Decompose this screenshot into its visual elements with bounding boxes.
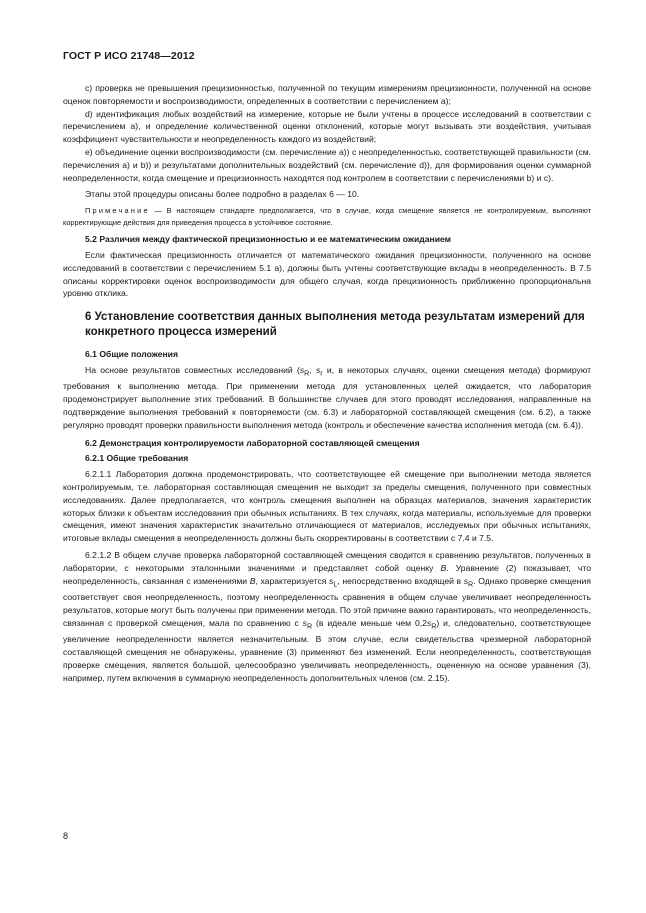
document-header: ГОСТ Р ИСО 21748—2012 <box>63 50 195 62</box>
note-paragraph <box>63 205 591 228</box>
note-label: Примечание <box>85 206 150 216</box>
note-text: — В настоящем стандарте предполагается, что в случае, когда смещение является не контролируемым, выполняют корректирующие действия для приведения процесса в устойчивое состояние. <box>63 206 591 227</box>
document-body <box>63 82 591 684</box>
paragraph-item-e: e) объединение оценки воспроизводимости (см. перечисление а)) с неопределенностью, соответствующей правильности (см. перечисления а) и b)) и результатами дополнительных воздействий (см. перечисление d)), для формирования оценки суммарной неопределенности, когда смещение и прецизионность находятся под контролем в соответствии с перечислениями b) и с). <box>63 146 591 183</box>
paragraph-item-d: d) идентификация любых воздействий на измерение, которые не были учтены в процессе исследований в соответствии с перечислением а), и определение количественной оценки отклонений, которые могут вызывать эти воздействия, учитывая коэффициент чувствительности и неопределенность каждого из воздействий; <box>63 108 591 145</box>
page-number: 8 <box>63 831 69 841</box>
paragraph-stages: Этапы этой процедуры описаны более подробно в разделах 6 — 10. <box>85 189 360 200</box>
section-6-2-1-title: 6.2.1 Общие требования <box>85 453 189 464</box>
section-5-2-text: Если фактическая прецизионность отличается от математического ожидания прецизионности, полученного на основе исследований в соответствии с перечислением 5.1 а), должны быть учтены соответствующие вклады в неопределенность. В 7.5 описаны корректировки оценок воспроизводимости для общего случая, когда прецизионность приближенно пропорциональна уровню отклика. <box>63 249 591 299</box>
paragraph-6-2-1-1: 6.2.1.1 Лаборатория должна продемонстрировать, что соответствующее ей смещение при выполнении метода является контролируемым, т.е. лабораторная составляющая смещения не выходит за пределы смещения, полученного при совместных исследованиях. Далее предполагается, что контроль смещения выполнен на образцах материалов, значения характеристик которых близки к объектам исследования при обычных испытаниях. В тех случаях, когда материалы, используемые для проверки смещения, имеют значения характеристик значительно отличающиеся от материалов, исследуемых при обычных испытаниях, итоговые вклады смещения в неопределенность должны быть скорректированы в соответствии с 7.4 и 7.5. <box>63 469 591 544</box>
paragraph-item-c: c) проверка не превышения прецизионностью, полученной по текущим измерениям прецизионности, полученной на основе оценок повторяемости и воспроизводимости, определенных в соответствии с перечислением а); <box>63 83 591 106</box>
section-6-1-title: 6.1 Общие положения <box>85 349 178 360</box>
section-6-2-title: 6.2 Демонстрация контролируемости лабораторной составляющей смещения <box>85 437 420 448</box>
section-5-2-title: 5.2 Различия между фактической прецизионностью и ее математическим ожиданием <box>85 234 452 245</box>
section-6-title: 6 Установление соответствия данных выполнения метода результатам измерений для конкретного процесса измерений <box>85 311 585 339</box>
paragraph-6-2-1-2: 6.2.1.2 В общем случае проверка лабораторной составляющей смещения сводится к сравнению результатов, полученных в лаборатории, с некоторыми эталонными значениями и представляет собой оценку B. Уравнение (2) показывает, что неопределенность, связанная с изменениями B, характеризуется $s_L$, непосредственно входящей в $s_R$. Однако проверке смещения соответствует своя неопределенность, поэтому неопределенность сравнения в общем случае увеличивает неопределенность результатов, которые могут быть получены при применении метода. По этой причине важно гарантировать, что неопределенность, связанная с проверкой смещения, мала по сравнению с $s_R$ (в идеале меньше чем $0,2s_R$) и, следовательно, соответствующее увеличение неопределенности является незначительным. В этом случае, если свидетельства чрезмерной лабораторной составляющей смещения не обнаружены, уравнение (3) применяют без изменений. Если неопределенность, соответствующая проверке смещения, является большой, целесообразно увеличивать неопределенность, оцененную на основе уравнения (3), например, путем включения в суммарную неопределенность дополнительных членов (см. 2.15). <box>63 550 591 683</box>
section-6-1-text: На основе результатов совместных исследований ($s_R$, $s_r$ и, в некоторых случаях, оценки смещения метода) формируют требования к выполнению метода. При применении метода для установленных целей ожидается, что лаборатория продемонстрирует выполнение этих требований. В большинстве случаев для этого проводят исследования, направленные на подтверждение выполнения требований к повторяемости (см. 6.3) и лабораторной составляющей смещения (см. 6.2), а также регулярно проводят проверки правильности выполнения метода (контроль и обеспечение качества исполнения метода (см. 6.4)). <box>63 364 592 430</box>
